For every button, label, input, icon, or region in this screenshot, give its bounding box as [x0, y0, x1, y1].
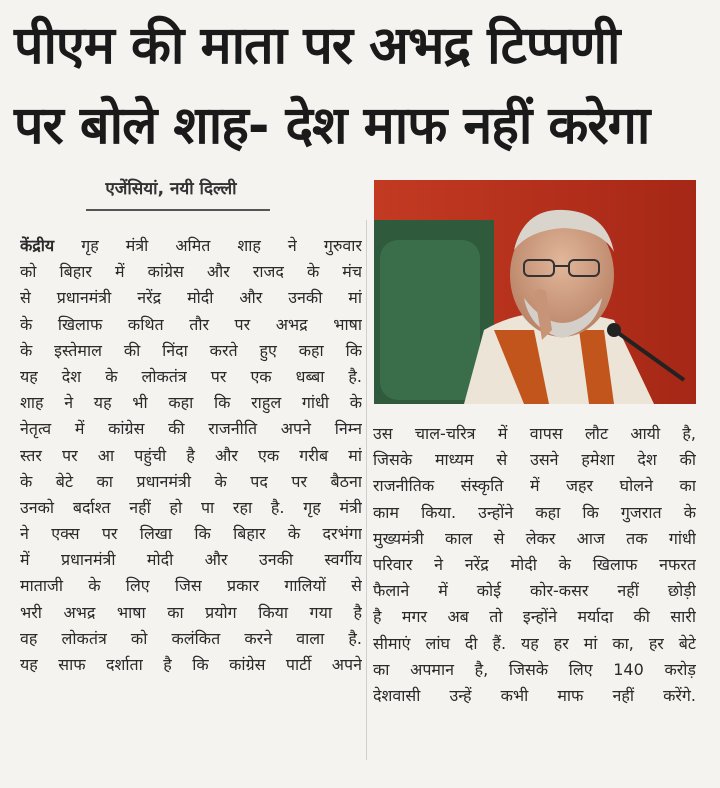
- body-line: सीमाएं लांघ दी हैं. यह हर मां का, हर बेटे: [373, 633, 696, 653]
- byline-rule: [86, 209, 270, 211]
- body-line: शाह ने यह भी कहा कि राहुल गांधी के: [20, 393, 362, 413]
- body-line: [20, 233, 362, 259]
- body-line: है मगर अब तो इन्होंने मर्यादा की सारी: [373, 607, 696, 627]
- body-line: के इस्तेमाल की निंदा करते हुए कहा कि: [20, 340, 362, 360]
- body-line: यह देश के लोकतंत्र पर एक धब्बा है.: [20, 366, 362, 386]
- body-line: फैलाने में कोई कोर-कसर नहीं छोड़ी: [373, 581, 696, 601]
- column-divider: [366, 220, 367, 760]
- lead-word: केंद्रीय: [20, 236, 55, 255]
- speaker-photo-illustration: [374, 180, 696, 404]
- body-line: ने एक्स पर लिखा कि बिहार के दरभंगा: [20, 524, 362, 544]
- body-line: नेतृत्व में कांग्रेस की राजनीति अपने निम्न: [20, 419, 362, 439]
- body-line: परिवार ने नरेंद्र मोदी के खिलाफ नफरत: [373, 554, 696, 574]
- body-line: वह लोकतंत्र को कलंकित करने वाला है.: [20, 628, 362, 648]
- body-line: मुख्यमंत्री काल से लेकर आज तक गांधी: [373, 528, 696, 548]
- headline-line: पर बोले शाह- देश माफ नहीं करेगा: [14, 96, 650, 156]
- byline: एजेंसियां, नयी दिल्ली: [105, 179, 237, 199]
- body-line: देशवासी उन्हें कभी माफ नहीं करेंगे.: [373, 685, 696, 705]
- body-line: को बिहार में कांग्रेस और राजद के मंच: [20, 262, 362, 282]
- body-line: का अपमान है, जिसके लिए 140 करोड़: [373, 659, 696, 679]
- body-line: के बेटे का प्रधानमंत्री के पद पर बैठना: [20, 471, 362, 491]
- body-line: काम किया. उन्होंने कहा कि गुजरात के: [373, 502, 696, 522]
- body-line: राजनीतिक संस्कृति में जहर घोलने का: [373, 476, 696, 496]
- body-text: गृह मंत्री अमित शाह ने गुरुवार: [54, 236, 362, 255]
- body-column-left: [20, 233, 362, 678]
- body-line: स्तर पर आ पहुंची है और एक गरीब मां: [20, 445, 362, 465]
- body-line: उस चाल-चरित्र में वापस लौट आयी है,: [373, 424, 696, 443]
- body-line: से प्रधानमंत्री नरेंद्र मोदी और उनकी मां: [20, 288, 362, 308]
- body-line: उनको बर्दाश्त नहीं हो पा रहा है. गृह मंत्री: [20, 497, 362, 517]
- body-line: के खिलाफ कथित तौर पर अभद्र भाषा: [20, 314, 362, 334]
- body-line: में प्रधानमंत्री मोदी और उनकी स्वर्गीय: [20, 550, 362, 570]
- body-line: भरी अभद्र भाषा का प्रयोग किया गया है: [20, 602, 362, 622]
- body-line: माताजी के लिए जिस प्रकार गालियों से: [20, 576, 362, 596]
- headline: [14, 6, 706, 166]
- body-column-right: [373, 421, 696, 709]
- body-line: जिसके माध्यम से उसने हमेशा देश की: [373, 450, 696, 470]
- headline-line: पीएम की माता पर अभद्र टिप्पणी: [14, 16, 620, 76]
- body-line: यह साफ दर्शाता है कि कांग्रेस पार्टी अपने: [20, 655, 362, 674]
- news-photo: [374, 180, 696, 404]
